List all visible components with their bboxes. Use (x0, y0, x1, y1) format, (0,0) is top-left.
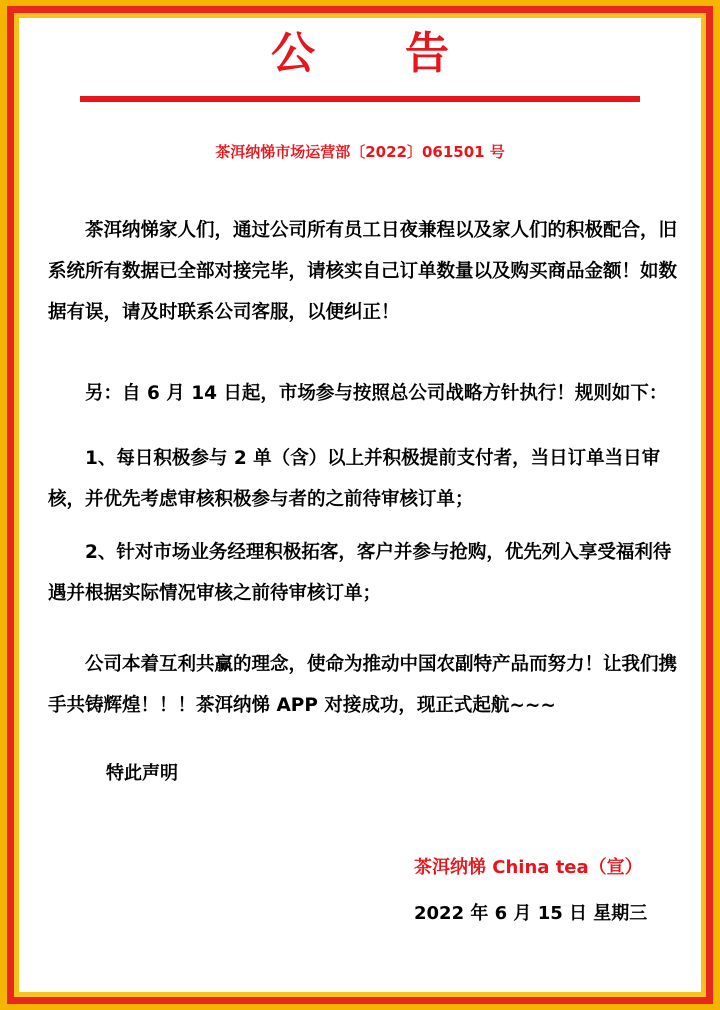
paragraph-closing: 公司本着互利共赢的理念，使命为推动中国农副特产品而努力！让我们携手共铸辉煌！！！茶洱纳悌 APP 对接成功，现正式起航~~~ (48, 654, 678, 716)
signer: 茶洱纳悌 China tea（宣） (414, 857, 643, 878)
title-divider (80, 96, 640, 102)
issue-date: 2022 年 6 月 15 日 星期三 (414, 903, 648, 924)
paragraph-rules-intro: 另：自 6 月 14 日起，市场参与按照总公司战略方针执行！规则如下： (85, 383, 668, 404)
declaration: 特此声明 (106, 763, 178, 784)
paragraph-rule-1: 1、每日积极参与 2 单（含）以上并积极提前支付者，当日订单当日审核，并优先考虑审核积极参与者的之前待审核订单； (48, 448, 661, 510)
paragraph-data-migration: 茶洱纳悌家人们，通过公司所有员工日夜兼程以及家人们的积极配合，旧系统所有数据已全部对接完毕，请核实自己订单数量以及购买商品金额！如数据有误，请及时联系公司客服，以便纠正！ (48, 220, 678, 323)
paragraph-rule-2: 2、针对市场业务经理积极拓客，客户并参与抢购，优先列入享受福利待遇并根据实际情况审核之前待审核订单； (48, 542, 672, 604)
document-number: 茶洱纳悌市场运营部〔2022〕061501 号 (215, 143, 505, 161)
notice-title: 公告 (271, 28, 539, 79)
